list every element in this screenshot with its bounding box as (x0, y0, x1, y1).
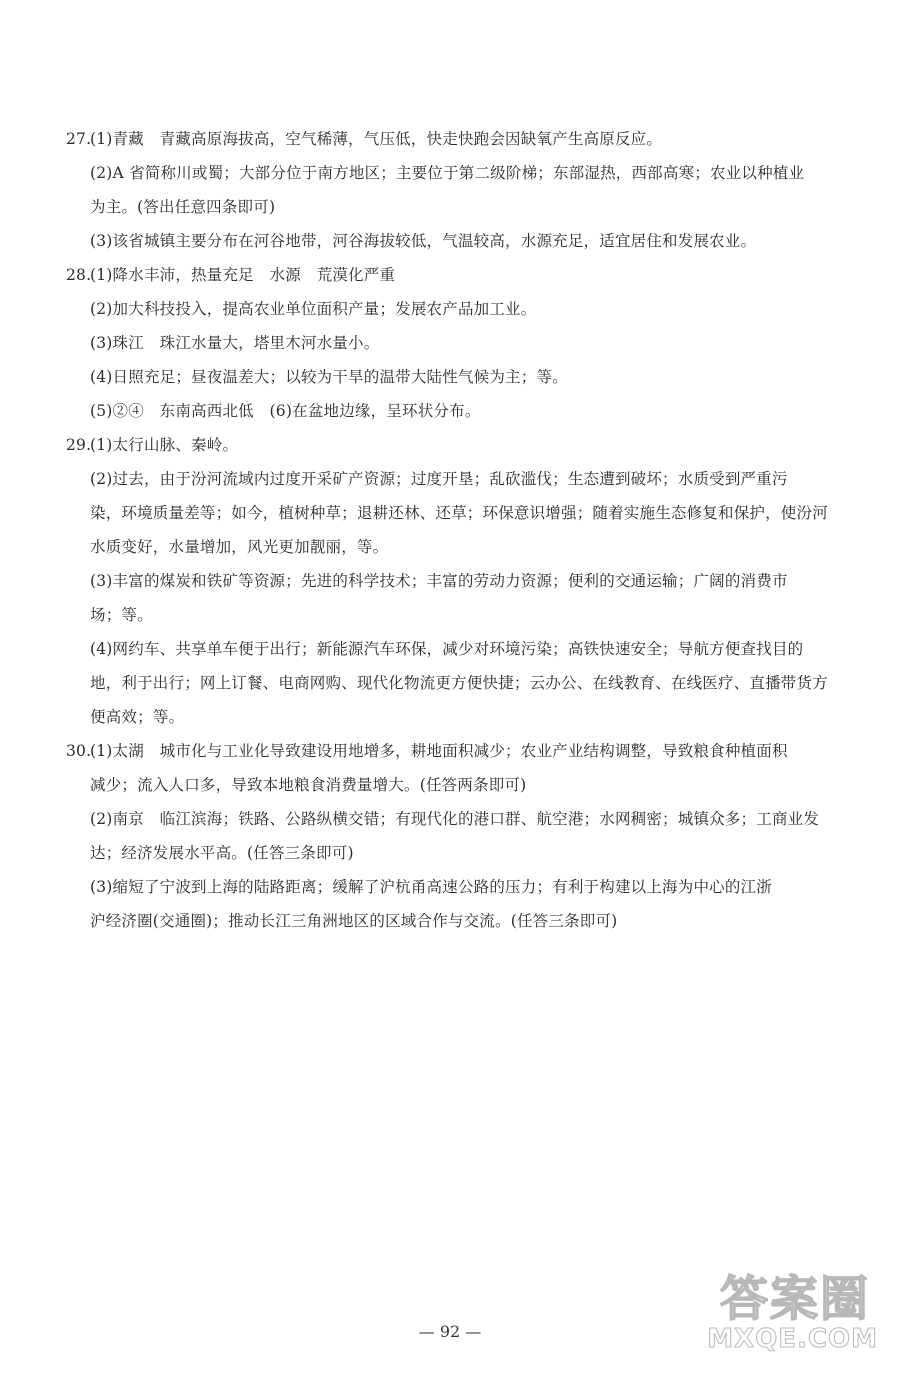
question-number: 29. (66, 436, 92, 454)
question-30 (66, 734, 865, 938)
watermark-main-text: 答案圈 (719, 1271, 870, 1327)
answer-line: (2)A 省简称川或蜀；大部分位于南方地区；主要位于第二级阶梯；东部湿热，西部高寒；农业以种植业 (90, 164, 805, 182)
answer-line: 便高效；等。 (90, 708, 185, 726)
question-number: 28. (66, 266, 92, 284)
answer-line: (3)丰富的煤炭和铁矿等资源；先进的科学技术；丰富的劳动力资源；便利的交通运输；广阔的消费市 (90, 572, 788, 590)
question-number: 30. (66, 742, 92, 760)
page-number: — 92 — (418, 1322, 482, 1341)
answer-line: (1)青藏 青藏高原海拔高，空气稀薄，气压低，快走快跑会因缺氧产生高原反应。 (90, 130, 663, 148)
answer-line: (2)过去，由于汾河流域内过度开采矿产资源；过度开垦；乱砍滥伐；生态遭到破坏；水质受到严重污 (90, 470, 788, 488)
question-number: 27. (66, 130, 92, 148)
answer-line: (1)降水丰沛，热量充足 水源 荒漠化严重 (90, 266, 396, 284)
answer-line: (2)加大科技投入，提高农业单位面积产量；发展农产品加工业。 (90, 300, 537, 318)
answer-line: 达；经济发展水平高。(任答三条即可) (90, 844, 354, 862)
watermark-url-text: MXQE.COM (707, 1324, 878, 1354)
answer-line: 地，利于出行；网上订餐、电商网购、现代化物流更方便快捷；云办公、在线教育、在线医疗、直播带货方 (90, 674, 828, 692)
answer-line: (5)②④ 东南高西北低 (6)在盆地边缘，呈环状分布。 (90, 402, 481, 420)
answer-line: (3)缩短了宁波到上海的陆路距离；缓解了沪杭甬高速公路的压力；有利于构建以上海为中心的江浙 (90, 878, 772, 896)
answer-line: 水质变好，水量增加，风光更加靓丽，等。 (90, 538, 389, 556)
answer-line: 场；等。 (90, 606, 153, 624)
answer-line: 染，环境质量差等；如今，植树种草；退耕还林、还草；环保意识增强；随着实施生态修复和保护，使汾河 (90, 504, 828, 522)
answer-line: (1)太行山脉、秦岭。 (90, 436, 239, 454)
answer-line: 减少；流入人口多，导致本地粮食消费量增大。(任答两条即可) (90, 776, 527, 794)
answer-list (66, 122, 865, 938)
answer-line: (4)日照充足；昼夜温差大；以较为干旱的温带大陆性气候为主；等。 (90, 368, 568, 386)
question-28 (66, 258, 865, 428)
answer-line: (2)南京 临江滨海；铁路、公路纵横交错；有现代化的港口群、航空港；水网稠密；城镇众多；工商业发 (90, 810, 820, 828)
question-29 (66, 428, 865, 734)
answer-line: 为主。(答出任意四条即可) (90, 198, 276, 216)
question-27 (66, 122, 865, 258)
watermark-logo (707, 1260, 882, 1370)
answer-line: (3)该省城镇主要分布在河谷地带，河谷海拔较低，气温较高，水源充足，适宜居住和发展农业。 (90, 232, 757, 250)
answer-line: 沪经济圈(交通圈)；推动长江三角洲地区的区域合作与交流。(任答三条即可) (90, 912, 618, 930)
answer-line: (3)珠江 珠江水量大，塔里木河水量小。 (90, 334, 380, 352)
answer-line: (4)网约车、共享单车便于出行；新能源汽车环保，减少对环境污染；高铁快速安全；导航方便查找目的 (90, 640, 804, 658)
answer-line: (1)太湖 城市化与工业化导致建设用地增多，耕地面积减少；农业产业结构调整，导致粮食种植面积 (90, 742, 788, 760)
